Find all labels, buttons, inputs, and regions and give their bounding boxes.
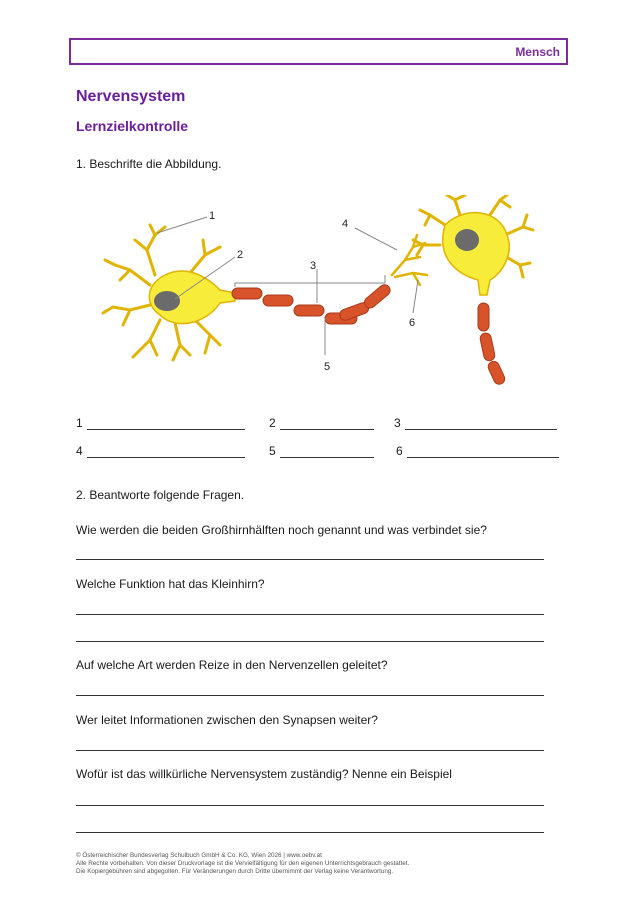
page-subtitle: Lernzielkontrolle <box>76 118 189 134</box>
footer-rights: Alle Rechte vorbehalten. Von dieser Druckvorlage ist die Vervielfältigung für den eigenen Unterrichtsgebrauch gestattet. <box>76 860 410 867</box>
section-label: Mensch <box>515 45 560 59</box>
diagram-label-1: 1 <box>209 210 216 222</box>
axon-myelin <box>232 283 392 324</box>
answer-line[interactable] <box>76 641 544 642</box>
axon-terminals <box>392 235 427 285</box>
task2-prompt: 2. Beantworte folgende Fragen. <box>76 488 245 502</box>
diagram-label-6: 6 <box>409 317 416 329</box>
task1-prompt: 1. Beschrifte die Abbildung. <box>76 157 222 171</box>
right-axon-myelin <box>478 303 507 386</box>
diagram-label-2: 2 <box>237 249 244 261</box>
diagram-label-5: 5 <box>324 361 331 373</box>
answer-line[interactable] <box>76 559 544 560</box>
diagram-label-3: 3 <box>310 260 317 272</box>
question-1: Wie werden die beiden Großhirnhälften noch genannt und was verbindet sie? <box>76 523 487 537</box>
blank-4[interactable]: 4 <box>76 444 245 458</box>
footer-copyright: © Österreichischer Bundesverlag Schulbuch GmbH & Co. KG, Wien 2026 | www.oebv.at <box>76 852 322 859</box>
header-box <box>69 38 568 65</box>
blank-3[interactable]: 3 <box>394 416 557 430</box>
question-4: Wer leitet Informationen zwischen den Synapsen weiter? <box>76 713 378 727</box>
answer-line[interactable] <box>76 614 544 615</box>
answer-line[interactable] <box>76 695 544 696</box>
blank-1[interactable]: 1 <box>76 416 245 430</box>
neuron-diagram <box>95 195 555 390</box>
right-nucleus <box>455 229 479 251</box>
answer-line[interactable] <box>76 805 544 806</box>
blank-6[interactable]: 6 <box>396 444 559 458</box>
blank-5[interactable]: 5 <box>269 444 374 458</box>
diagram-label-4: 4 <box>342 218 349 230</box>
answer-line[interactable] <box>76 832 544 833</box>
question-3: Auf welche Art werden Reize in den Nervenzellen geleitet? <box>76 658 388 672</box>
question-5: Wofür ist das willkürliche Nervensystem zuständig? Nenne ein Beispiel <box>76 767 452 781</box>
left-nucleus <box>154 291 180 311</box>
page-title: Nervensystem <box>76 88 186 105</box>
right-cell-body <box>443 213 510 295</box>
blank-2[interactable]: 2 <box>269 416 374 430</box>
footer-disclaimer: Die Kopiergebühren sind abgegolten. Für Veränderungen durch Dritte übernimmt der Verlag keine Verantwortung. <box>76 868 394 875</box>
answer-line[interactable] <box>76 750 544 751</box>
footer <box>76 852 409 876</box>
question-2: Welche Funktion hat das Kleinhirn? <box>76 577 265 591</box>
